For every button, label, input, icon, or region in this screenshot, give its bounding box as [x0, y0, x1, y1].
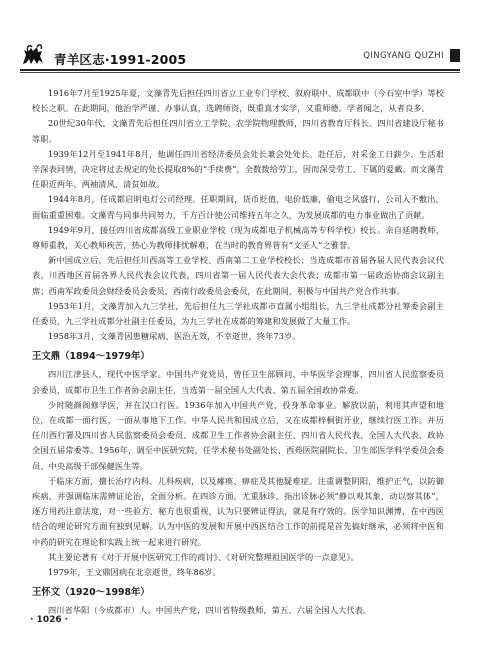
page-body	[32, 86, 444, 619]
page-number: · 1026 ·	[30, 615, 69, 625]
body-paragraph: 其主要论著有《对于开展中医研究工作的商讨》、《对研究整理祖国医学的一点意见》。	[48, 551, 359, 562]
body-paragraph: 新中国成立后，先后担任川西高等工业学校、西南第二工业学校校长；当选成都市首届各届人民代表会议代表，川西地区首届各界人民代表会议代表，四川省第一届人民代表大会代表；成都市第一届政治协商会议副主席；西南军政委员会财经委员会委员，西南行政委员会委员，在此期间，积极与中国共产党合作共事。	[32, 255, 444, 296]
body-paragraph: 少时随颜阁修学医，并在汉口行医。1936年加入中国共产党，投身革命事业。解放以前，利用其声望和地位，在成都一面行医，一面从事地下工作。中华人民共和国成立后，又在成都梓桐街开业，继续行医工作。并历任川西行署及四川省人民监察委员会委员、成都卫生工作者协会副主任、四川省人民代表、全国人大代表、政协全国五届常委等。1956年，调至中医研究院，任学术秘书处副处长、西苑医院副院长、卫生部医学科学委员会委员、中央高级干部保健医生等。	[32, 399, 444, 471]
body-paragraph: 四川省华阳（今成都市）人。中国共产党，四川省特级教师，第五、六届全国人大代表。	[48, 605, 372, 616]
body-paragraph: 20世纪30年代，文藻青先后担任四川省立工学院、农学院物理教师，四川省教育厅科长、四川省建设厅秘书等职。	[32, 118, 444, 144]
header-title: 青羊区志·1991-2005	[54, 52, 187, 67]
body-paragraph: 1944年8月，任成都启明电灯公司经理。任职期间，货币贬值，电价低廉，偷电之风盛行，公司入不敷出，面临重重困难。文藻青与同事共同努力，千方百计使公司维持五年之久，为发展成都的电力事业做出了贡献。	[32, 194, 444, 220]
header-rule-thin	[20, 72, 460, 73]
body-paragraph: 四川江津县人，现代中医学家。中国共产党党员，曾任卫生部顾问、中华医学会理事，四川省人民监察委员会委员，成都市卫生工作者协会副主任，当选第一届全国人大代表、第五届全国政协常委。	[32, 369, 444, 395]
body-paragraph: 1979年，王文鼎因病在北京逝世，终年86岁。	[48, 567, 221, 578]
body-paragraph: 1953年1月，文藻青加入九三学社，先后担任九三学社成都市直属小组组长，九三学社成都分社筹委会副主任委员，九三学社成都分社副主任委员，为九三学社在成都的筹建和发展做了大量工作。	[32, 300, 444, 327]
body-paragraph: 于临床方面，擅长治疗内科、儿科疾病，以及瘫痪、痹症及其他疑难症。注重调整阴阳，维护正气，以防御疾病，并强调临床需辨证论治，全面分析。在四诊方面，尤重脉诊，指出诊脉必须“静以观其象，动以察其体”，逐方用药注意法度，对一些验方、秘方也很重视，认为只要辨证得法，就是有疗效的。医学知识渊博，在中西医结合的理论研究方面有独到见解。认为中医的发展和开展中西医结合工作的前提是首先搞好继承，必须将中医和中药的研究在理论和实践上统一起来进行研究。	[32, 475, 444, 547]
page-header	[20, 40, 460, 74]
body-paragraph: 1958年3月，文藻青因患糖尿病，医治无效，不幸逝世，终年73岁。	[48, 331, 301, 342]
header-marker	[450, 49, 460, 62]
header-right-label: QINGYANG QUZHI	[363, 51, 444, 61]
header-rule	[20, 69, 460, 71]
body-paragraph: 1949年9月，接任四川省成都高级工业职业学校（现为成都电子机械高等专科学校）校长。亲自延聘教师，尊师重教，关心教师疾苦，热心为教师排忧解难，在当时的教育界皆有“文圣人”之雅誉。	[32, 224, 444, 251]
body-paragraph: 1939年12月至1941年8月，他调任四川省经济委员会处长兼会处处长。赴任后，对采金工日薪少、生活艰辛深表同情，决定将过去规定的处长提取8%的“手续费”，全数拨给劳工，因而深受劳工、下属的爱戴。而文藻青任职近两年，两袖清风、清贫如故。	[32, 148, 444, 190]
body-paragraph: 1916年7月至1925年夏，文藻青先后担任四川省立工业专门学校、叙府联中、成都联中（今石室中学）等校校长之职。在此期间，他治学严谨、办事认真，选聘师资，既重真才实学，又重师德。学者闻之，从者良多。	[32, 88, 444, 114]
biography-heading: 王文鼎（1894～1979年）	[32, 351, 150, 363]
biography-heading: 王怀文（1920～1998年）	[32, 587, 150, 599]
goat-logo-icon	[20, 42, 46, 68]
